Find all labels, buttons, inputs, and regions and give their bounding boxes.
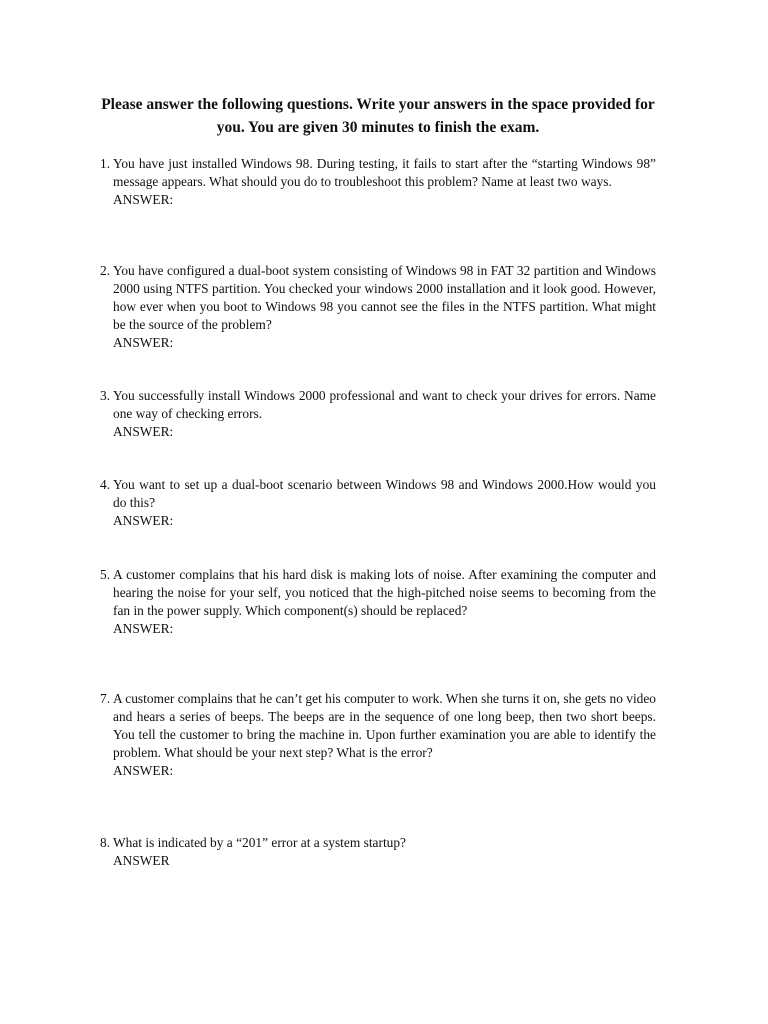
question-text: You have configured a dual-boot system consisting of Windows 98 in FAT 32 partition and Windows 2000 using NTFS partition. You checked your windows 2000 installation and it look good. However, how ever when you boot to Windows 98 you cannot see the files in the NTFS partition. What might be the source of the problem? [113,263,656,332]
question-text: A customer complains that he can’t get his computer to work. When she turns it on, she gets no video and hears a series of beeps. The beeps are in the sequence of one long beep, then two short beeps. You tell the customer to bring the machine in. Upon further examination you are able to identify the problem. What should be your next step? What is the error? [113,691,656,760]
question-text: You have just installed Windows 98. During testing, it fails to start after the “starting Windows 98” message appears. What should you do to troubleshoot this problem? Name at least two ways. [113,156,656,189]
exam-instructions-title: Please answer the following questions. Write your answers in the space provided for you. You are given 30 minutes to finish the exam. [101,96,655,136]
question-2 [100,262,656,352]
question-number: 2. [100,263,111,278]
question-text: You successfully install Windows 2000 professional and want to check your drives for errors. Name one way of checking errors. [113,388,656,421]
question-number: 5. [100,567,111,582]
question-number: 1. [100,156,111,171]
question-1 [100,155,656,209]
question-number: 7. [100,691,111,706]
question-5 [100,566,656,638]
question-number: 4. [100,477,111,492]
question-3 [100,387,656,441]
question-text: You want to set up a dual-boot scenario between Windows 98 and Windows 2000.How would you do this? [113,477,656,510]
answer-label: ANSWER: [113,621,174,636]
question-number: 3. [100,388,111,403]
answer-label: ANSWER [113,853,170,868]
answer-label: ANSWER: [113,335,174,350]
question-text: What is indicated by a “201” error at a system startup? [113,835,406,850]
answer-label: ANSWER: [113,513,174,528]
question-8 [100,834,656,870]
question-text: A customer complains that his hard disk is making lots of noise. After examining the computer and hearing the noise for your self, you noticed that the high-pitched noise seems to becoming from the fan in the power supply. Which component(s) should be replaced? [113,567,656,618]
answer-label: ANSWER: [113,192,174,207]
question-4 [100,476,656,530]
answer-label: ANSWER: [113,424,174,439]
question-7 [100,690,656,780]
answer-label: ANSWER: [113,763,174,778]
question-number: 8. [100,835,111,850]
